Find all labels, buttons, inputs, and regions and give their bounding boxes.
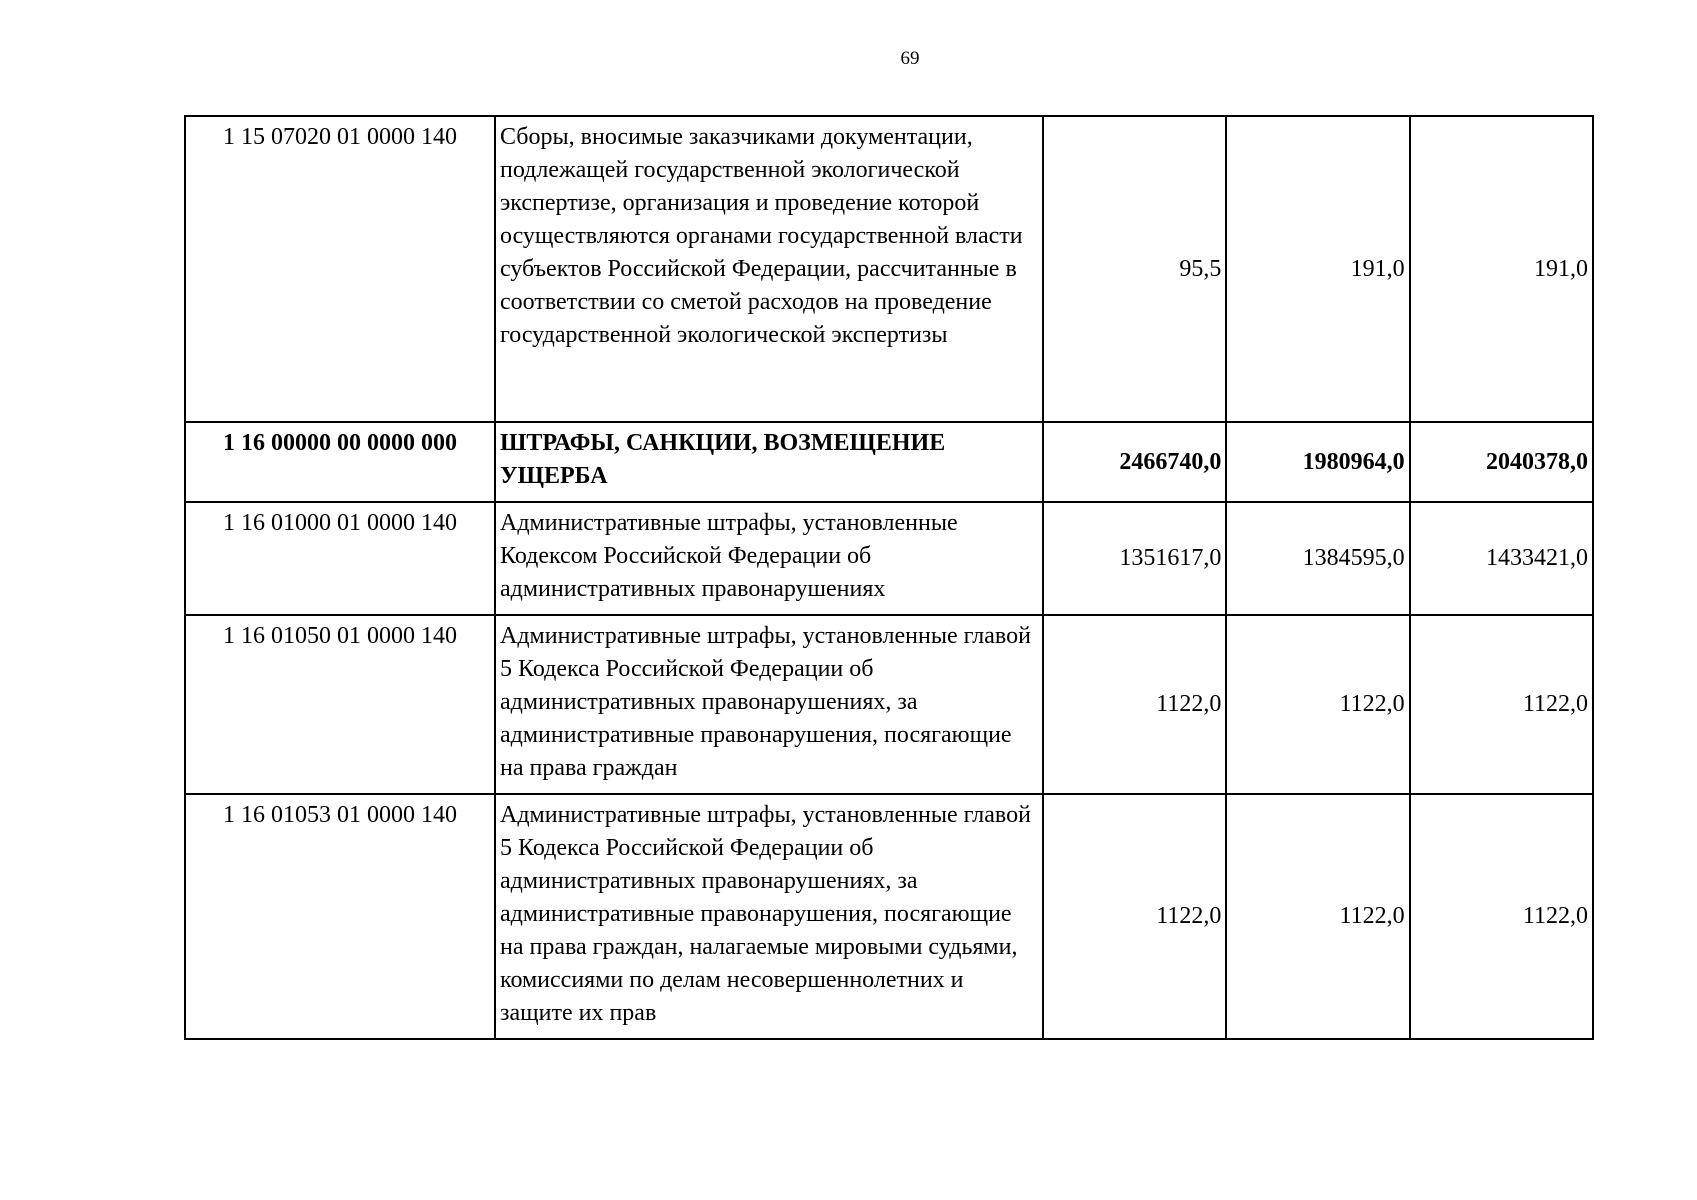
income-name-cell: Сборы, вносимые заказчиками документации, подлежащей государственной экологической экспертизе, организация и проведение которой осуществляются органами государственной власти субъектов Российской Федерации, рассчитанные в соответствии со сметой расходов на проведение государственной экологической экспертизы	[495, 116, 1043, 422]
value-cell-year-1: 1351617,0	[1043, 502, 1226, 615]
budget-table	[184, 115, 1594, 1040]
income-name-cell: Административные штрафы, установленные главой 5 Кодекса Российской Федерации об административных правонарушениях, за административные правонарушения, посягающие на права граждан, налагаемые мировыми судьями, комиссиями по делам несовершеннолетних и защите их прав	[495, 794, 1043, 1039]
table-row	[185, 615, 1593, 794]
value-cell-year-1: 95,5	[1043, 116, 1226, 422]
value-cell-year-3: 191,0	[1410, 116, 1593, 422]
value-cell-year-1: 1122,0	[1043, 794, 1226, 1039]
value-cell-year-1: 1122,0	[1043, 615, 1226, 794]
table-row	[185, 116, 1593, 422]
value-cell-year-2: 1980964,0	[1226, 422, 1409, 502]
budget-code-cell: 1 16 01000 01 0000 140	[185, 502, 495, 615]
value-cell-year-2: 1122,0	[1226, 615, 1409, 794]
value-cell-year-3: 1122,0	[1410, 615, 1593, 794]
value-cell-year-2: 1122,0	[1226, 794, 1409, 1039]
income-name-cell: Административные штрафы, установленные главой 5 Кодекса Российской Федерации об административных правонарушениях, за административные правонарушения, посягающие на права граждан	[495, 615, 1043, 794]
value-cell-year-3: 2040378,0	[1410, 422, 1593, 502]
income-name-cell: Административные штрафы, установленные Кодексом Российской Федерации об административных правонарушениях	[495, 502, 1043, 615]
table-row-section-total	[185, 422, 1593, 502]
value-cell-year-1: 2466740,0	[1043, 422, 1226, 502]
budget-code-cell: 1 16 01053 01 0000 140	[185, 794, 495, 1039]
budget-code-cell: 1 16 01050 01 0000 140	[185, 615, 495, 794]
table-row	[185, 502, 1593, 615]
value-cell-year-3: 1433421,0	[1410, 502, 1593, 615]
income-name-cell: ШТРАФЫ, САНКЦИИ, ВОЗМЕЩЕНИЕ УЩЕРБА	[495, 422, 1043, 502]
table-row	[185, 794, 1593, 1039]
value-cell-year-2: 1384595,0	[1226, 502, 1409, 615]
value-cell-year-2: 191,0	[1226, 116, 1409, 422]
page-number: 69	[900, 48, 920, 69]
budget-code-cell: 1 15 07020 01 0000 140	[185, 116, 495, 422]
budget-code-cell: 1 16 00000 00 0000 000	[185, 422, 495, 502]
value-cell-year-3: 1122,0	[1410, 794, 1593, 1039]
